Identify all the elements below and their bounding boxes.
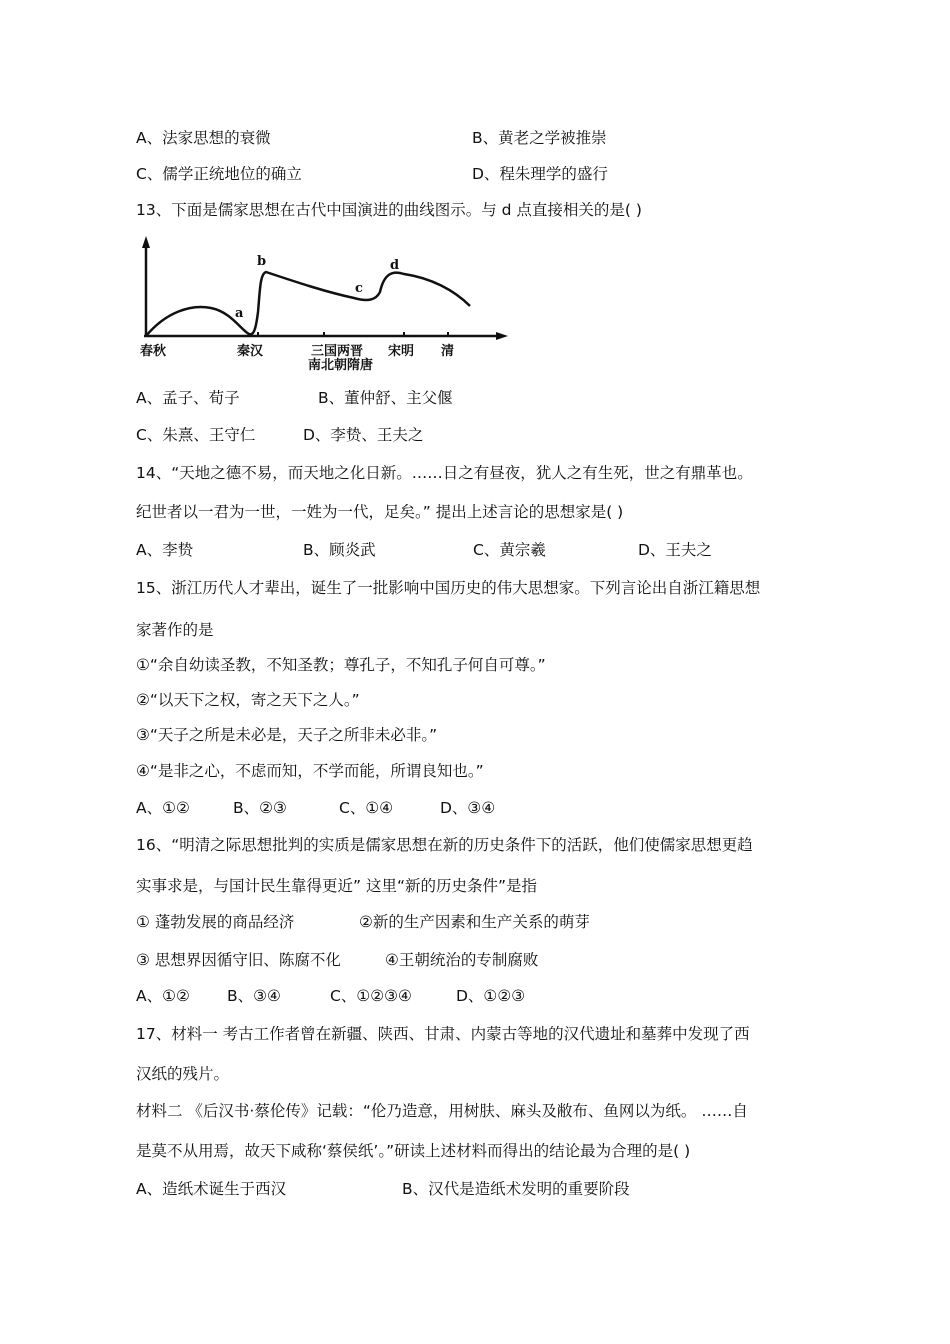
figure-tick-label-nanbeichao: 南北朝隋唐: [308, 358, 374, 372]
q15-option-c: C、①④: [339, 799, 394, 817]
figure-tick-label-qinhan: 秦汉: [237, 344, 264, 359]
q14-option-c: C、黄宗羲: [473, 541, 546, 559]
q12-option-d: D、程朱理学的盛行: [472, 165, 608, 183]
q17-option-a: A、造纸术诞生于西汉: [136, 1180, 287, 1198]
q16-option-c: C、①②③④: [330, 987, 412, 1005]
figure-point-d: d: [390, 258, 400, 273]
q14-stem-line2: 纪世者以一君为一世，一姓为一代，足矣。” 提出上述言论的思想家是( ): [136, 503, 624, 521]
figure-tick-label-chunqiu: 春秋: [140, 344, 167, 359]
q12-option-a: A、法家思想的衰微: [136, 129, 271, 147]
q15-option-b: B、②③: [233, 799, 287, 817]
confucianism-curve-figure: [136, 232, 516, 372]
q12-option-c: C、儒学正统地位的确立: [136, 165, 302, 183]
q16-item-2: ②新的生产因素和生产关系的萌芽: [359, 913, 590, 931]
q17-material1-line2: 汉纸的残片。: [136, 1065, 230, 1083]
q13-option-a: A、孟子、荀子: [136, 389, 240, 407]
q16-option-b: B、③④: [227, 987, 281, 1005]
q13-stem: 13、下面是儒家思想在古代中国演进的曲线图示。与 d 点直接相关的是( ): [136, 201, 642, 219]
q16-stem-line2: 实事求是，与国计民生靠得更近” 这里“新的历史条件”是指: [136, 877, 538, 895]
figure-y-axis-arrow: [142, 236, 150, 248]
q13-option-b: B、董仲舒、主父偃: [318, 389, 453, 407]
figure-tick-label-songming: 宋明: [388, 344, 415, 359]
q17-material2-line2: 是莫不从用焉，故天下咸称‘蔡侯纸’。”研读上述材料而得出的结论最为合理的是( ): [136, 1142, 691, 1160]
q16-option-d: D、①②③: [456, 987, 526, 1005]
q14-option-b: B、顾炎武: [303, 541, 376, 559]
q16-item-3: ③ 思想界因循守旧、陈腐不化: [136, 951, 341, 969]
q17-option-b: B、汉代是造纸术发明的重要阶段: [402, 1180, 630, 1198]
q15-item-4: ④“是非之心，不虑而知，不学而能，所谓良知也。”: [136, 762, 484, 780]
figure-point-c: c: [355, 281, 363, 296]
q13-option-c: C、朱熹、王守仁: [136, 426, 256, 444]
q15-item-3: ③“天子之所是未必是，天子之所非未必非。”: [136, 726, 438, 744]
q12-option-b: B、黄老之学被推崇: [472, 129, 607, 147]
q15-item-2: ②“以天下之权，寄之天下之人。”: [136, 691, 360, 709]
figure-tick-label-qing: 清: [441, 344, 455, 359]
q14-stem-line1: 14、“天地之德不易，而天地之化日新。……日之有昼夜，犹人之有生死，世之有鼎革也。: [136, 464, 753, 482]
figure-x-axis-arrow: [496, 332, 508, 340]
q16-stem-line1: 16、“明清之际思想批判的实质是儒家思想在新的历史条件下的活跃，他们使儒家思想更趋: [136, 836, 753, 854]
figure-point-a: a: [235, 306, 244, 321]
figure-tick-label-sanguo: 三国两晋: [311, 344, 364, 359]
q13-option-d: D、李贽、王夫之: [303, 426, 424, 444]
figure-point-b: b: [257, 254, 267, 269]
q15-item-1: ①“余自幼读圣教，不知圣教；尊孔子，不知孔子何自可尊。”: [136, 656, 546, 674]
q15-stem-line2: 家著作的是: [136, 621, 214, 639]
q15-option-a: A、①②: [136, 799, 190, 817]
q16-item-1: ① 蓬勃发展的商品经济: [136, 913, 295, 931]
q17-material1-line1: 17、材料一 考古工作者曾在新疆、陕西、甘肃、内蒙古等地的汉代遗址和墓葬中发现了西: [136, 1025, 750, 1043]
q14-option-a: A、李贽: [136, 541, 194, 559]
q16-item-4: ④王朝统治的专制腐败: [385, 951, 539, 969]
q16-option-a: A、①②: [136, 987, 190, 1005]
q14-option-d: D、王夫之: [638, 541, 712, 559]
q15-stem-line1: 15、浙江历代人才辈出，诞生了一批影响中国历史的伟大思想家。下列言论出自浙江籍思想: [136, 579, 761, 597]
q17-material2-line1: 材料二 《后汉书·蔡伦传》记载：“伦乃造意，用树肤、麻头及敝布、鱼网以为纸。 ……自: [136, 1102, 748, 1120]
q15-option-d: D、③④: [440, 799, 496, 817]
figure-curve: [146, 272, 470, 336]
